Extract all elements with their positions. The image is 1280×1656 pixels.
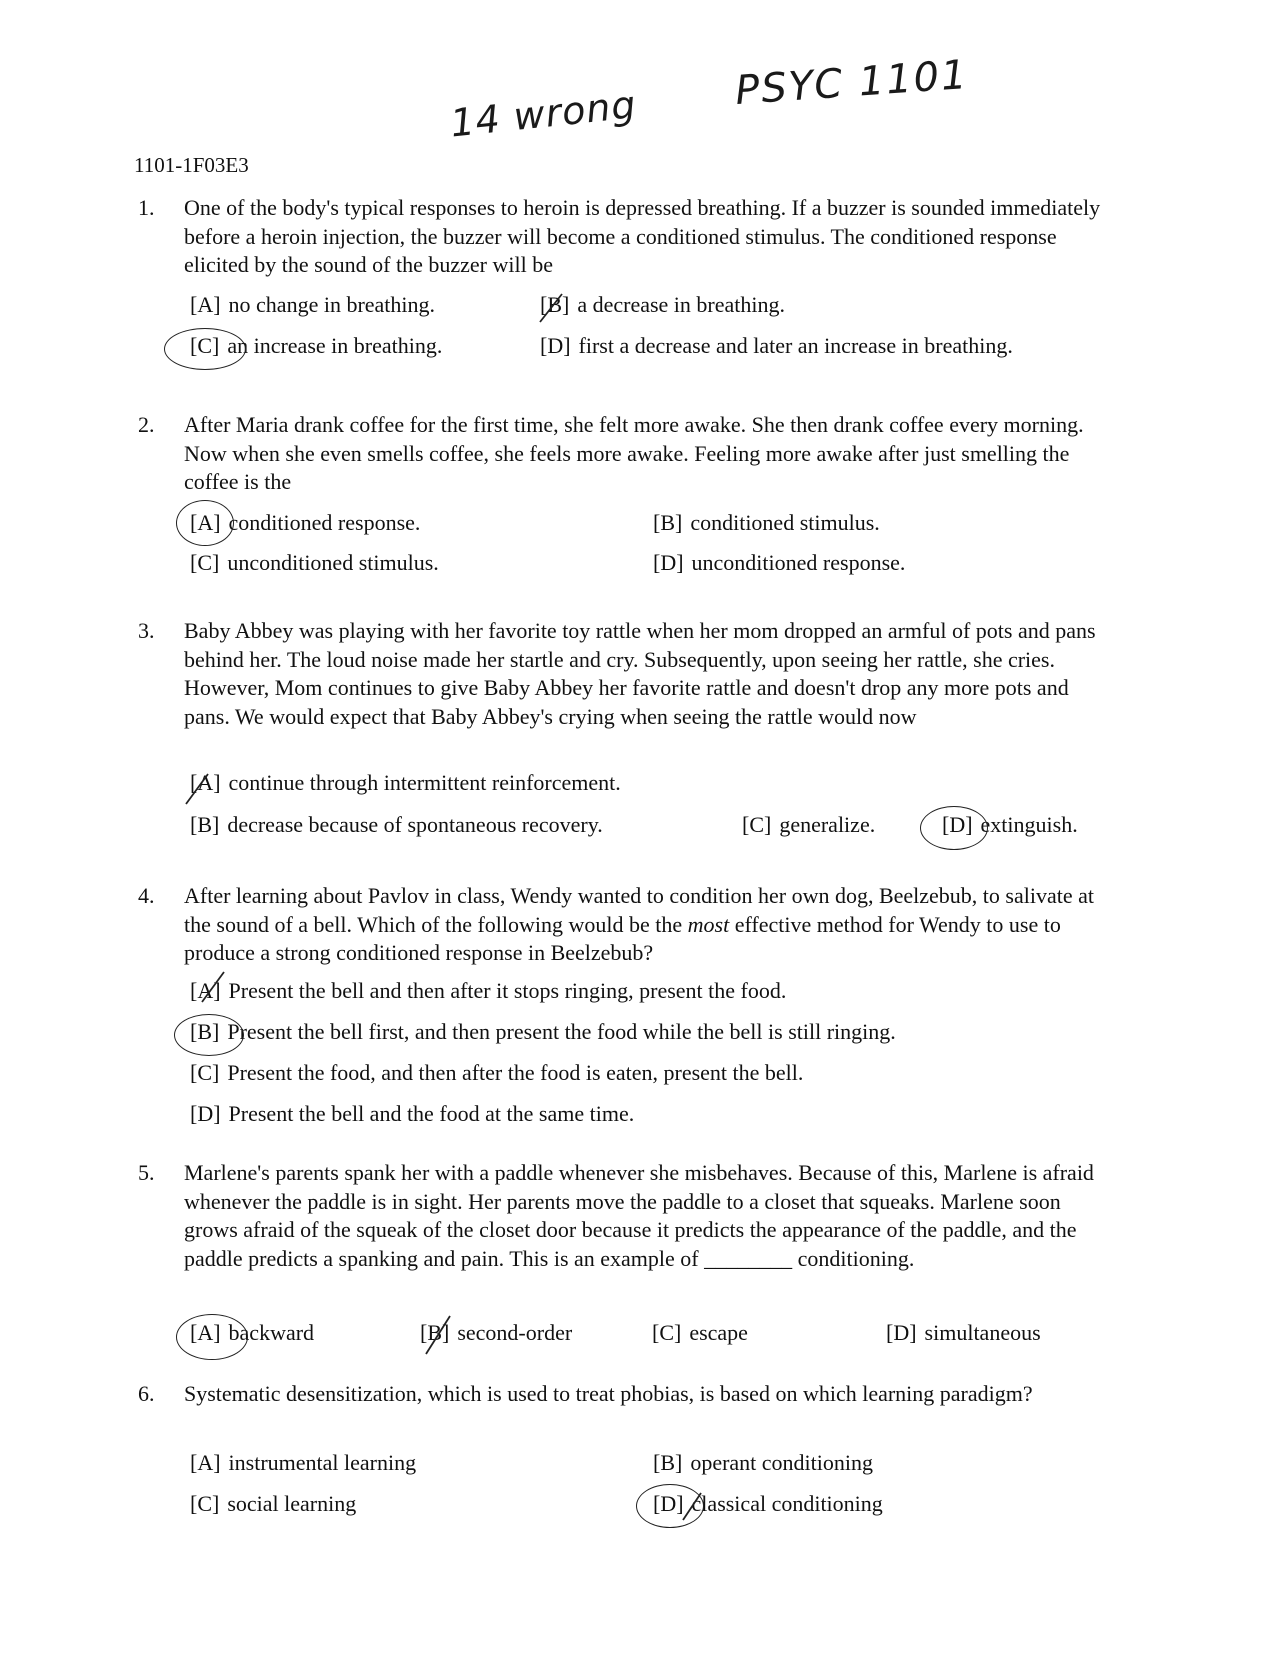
handwritten-course-note: PSYC 1101 [733, 51, 971, 115]
q6-option-d[interactable]: [D] classical conditioning [653, 1491, 883, 1516]
q6-option-a[interactable]: [A] instrumental learning [190, 1450, 417, 1475]
q1-option-b[interactable]: [B] a decrease in breathing. [540, 292, 785, 317]
question-number: 3. [138, 618, 155, 643]
question-number: 4. [138, 883, 155, 908]
q3-option-d[interactable]: [D] extinguish. [942, 812, 1078, 837]
question-text: One of the body's typical responses to heroin is depressed breathing. If a buzzer is sounded immediately before a heroin injection, the buzzer will become a conditioned stimulus. The conditioned response elicited by the sound of the buzzer will be [184, 195, 1101, 277]
q3-option-c[interactable]: [C] generalize. [742, 812, 876, 837]
q6-option-b[interactable]: [B] operant conditioning [653, 1450, 874, 1475]
q2-option-a[interactable]: [A] conditioned response. [190, 510, 421, 535]
question-number: 2. [138, 412, 155, 437]
q1-option-a[interactable]: [A] no change in breathing. [190, 292, 436, 317]
q5-option-b[interactable]: [B] second-order [420, 1320, 573, 1345]
q2-option-d[interactable]: [D] unconditioned response. [653, 550, 906, 575]
question-text: Baby Abbey was playing with her favorite toy rattle when her mom dropped an armful of pots and pans behind her. The loud noise made her startle and cry. Subsequently, upon seeing her rattle, she cries. However, Mom continues to give Baby Abbey her favorite rattle and doesn't drop any more pots and pans. We would expect that Baby Abbey's crying when seeing the rattle would now [184, 618, 1096, 729]
question-number: 1. [138, 195, 155, 220]
question-text: Systematic desensitization, which is used to treat phobias, is based on which learning paradigm? [184, 1381, 1033, 1406]
question-text: After learning about Pavlov in class, Wendy wanted to condition her own dog, Beelzebub, to salivate at the sound of a bell. Which of the following would be the most effective method for Wendy to use to produce a strong conditioned response in Beelzebub? [184, 883, 1094, 965]
question-text: Marlene's parents spank her with a paddle whenever she misbehaves. Because of this, Marlene is afraid whenever the paddle is in sight. Her parents move the paddle to a closet that squeaks. Marlene soon grows afraid of the squeak of the closet door because it predicts the appearance of the paddle, and the paddle predicts a spanking and pain. This is an example of ________ conditioning. [184, 1160, 1094, 1271]
q5-option-d[interactable]: [D] simultaneous [886, 1320, 1041, 1345]
q3-option-b[interactable]: [B] decrease because of spontaneous recovery. [190, 812, 603, 837]
q2-option-b[interactable]: [B] conditioned stimulus. [653, 510, 880, 535]
question-number: 6. [138, 1381, 155, 1406]
q6-option-c[interactable]: [C] social learning [190, 1491, 357, 1516]
question-text: After Maria drank coffee for the first time, she felt more awake. She then drank coffee every morning. Now when she even smells coffee, she feels more awake. Feeling more awake after just smelling the coffee is the [184, 412, 1084, 494]
q4-option-d[interactable]: [D] Present the bell and the food at the same time. [190, 1101, 635, 1126]
q3-option-a[interactable]: [A] continue through intermittent reinforcement. [190, 770, 621, 795]
q1-option-c[interactable]: [C] an increase in breathing. [190, 333, 443, 358]
q4-option-a[interactable]: [A] Present the bell and then after it stops ringing, present the food. [190, 978, 787, 1003]
q4-option-b[interactable]: [B] Present the bell first, and then present the food while the bell is still ringing. [190, 1019, 896, 1044]
handwritten-score-note: 14 wrong [448, 82, 639, 146]
q5-option-c[interactable]: [C] escape [652, 1320, 748, 1345]
q5-option-a[interactable]: [A] backward [190, 1320, 315, 1345]
q1-option-d[interactable]: [D] first a decrease and later an increase in breathing. [540, 333, 1013, 358]
q4-option-c[interactable]: [C] Present the food, and then after the food is eaten, present the bell. [190, 1060, 804, 1085]
question-number: 5. [138, 1160, 155, 1185]
exam-code: 1101-1F03E3 [134, 153, 249, 177]
q2-option-c[interactable]: [C] unconditioned stimulus. [190, 550, 439, 575]
